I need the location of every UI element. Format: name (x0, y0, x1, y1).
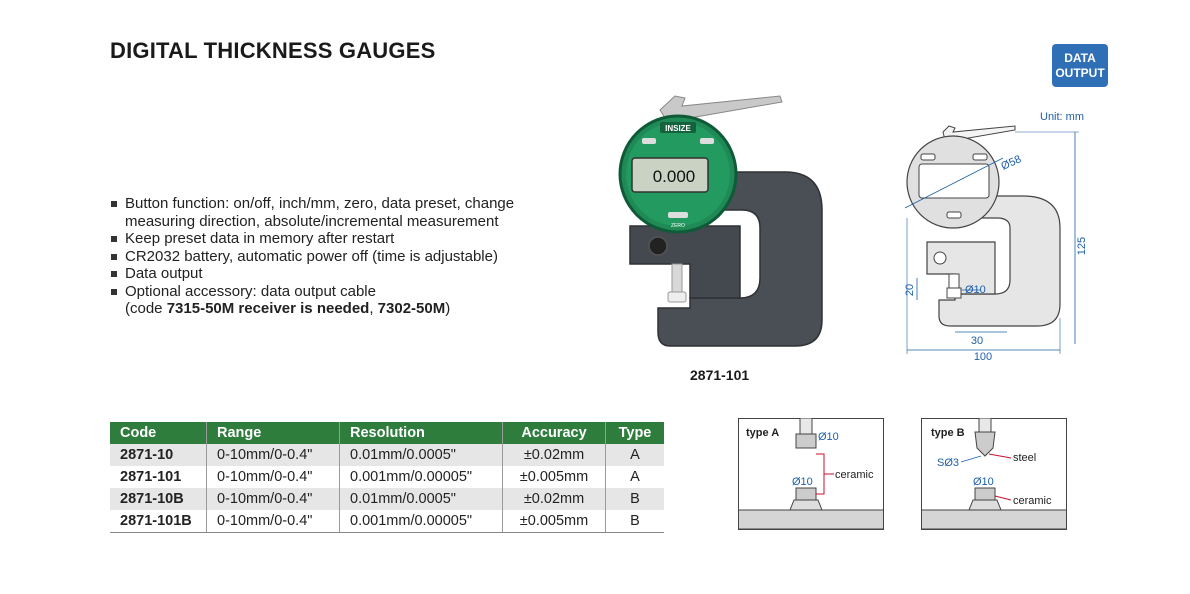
button-right (700, 138, 714, 144)
drawing-button-right (973, 154, 987, 160)
button-left (642, 138, 656, 144)
cell-accuracy: ±0.02mm (503, 444, 606, 466)
feature-item-continued: measuring direction, absolute/incremental measurement (125, 212, 499, 230)
cell-type: B (606, 510, 665, 533)
feature-separator: , (369, 300, 378, 317)
cell-code: 2871-10B (110, 488, 207, 510)
type-a-upper-dia: Ø10 (818, 431, 839, 443)
zero-label: ZERO (671, 223, 685, 229)
frame-arm (630, 226, 740, 298)
cell-range: 0-10mm/0-0.4" (207, 444, 340, 466)
lcd-reading: 0.000 (652, 167, 696, 186)
width-label: 100 (973, 351, 993, 363)
type-a-label: type A (746, 427, 780, 439)
feature-cable-code: 7302-50M (377, 300, 446, 317)
cell-accuracy: ±0.005mm (503, 510, 606, 533)
col-code: Code (110, 422, 207, 444)
table-row (110, 466, 664, 488)
type-a-upper-spindle (800, 418, 812, 434)
cell-code: 2871-101 (120, 469, 182, 485)
badge-line-1: DATA (1064, 50, 1096, 65)
table-row (110, 444, 664, 466)
photo-caption: 2871-101 (690, 367, 750, 383)
type-b-sphere: SØ3 (937, 457, 960, 469)
throat-label: 30 (970, 335, 984, 347)
feature-item (110, 283, 514, 301)
feature-item (110, 265, 514, 283)
type-a-lower-anvil (796, 488, 816, 500)
cell-type: B (606, 488, 665, 510)
unit-label: Unit: mm (1040, 111, 1084, 123)
col-type: Type (606, 422, 665, 444)
type-b-bottom-material: ceramic (1013, 495, 1052, 507)
feature-text: Data output (125, 265, 203, 282)
type-a-lower-base (790, 500, 822, 510)
feature-text: Optional accessory: data output cable (125, 282, 376, 300)
gap-label: 20 (904, 283, 916, 297)
zero-button (668, 212, 688, 218)
table-header-row (110, 422, 664, 444)
feature-receiver-code: 7315-50M receiver is needed (166, 300, 370, 317)
feature-code-prefix: (code (125, 300, 167, 317)
spindle (672, 264, 682, 292)
cell-resolution: 0.001mm/0.00005" (340, 510, 503, 533)
cell-type: A (606, 466, 665, 488)
type-b-lower-anvil (975, 488, 995, 500)
feature-text: Keep preset data in memory after restart (125, 230, 395, 247)
table-row (110, 488, 664, 510)
feature-list (110, 195, 514, 318)
type-b-top-material: steel (1013, 452, 1037, 464)
type-b-upper-spindle (979, 418, 991, 432)
feature-text: Button function: on/off, inch/mm, zero, data preset, change (125, 195, 515, 212)
type-b-table (922, 510, 1067, 529)
cell-range: 0-10mm/0-0.4" (207, 488, 340, 510)
cell-resolution: 0.01mm/0.0005" (340, 444, 503, 466)
drawing-anvil (947, 288, 961, 298)
col-range: Range (207, 422, 340, 444)
frame-screw (649, 237, 667, 255)
drawing-spindle (949, 274, 959, 288)
type-a-table (739, 510, 884, 529)
drawing-button-left (921, 154, 935, 160)
cell-resolution: 0.001mm/0.00005" (340, 466, 503, 488)
page-title: DIGITAL THICKNESS GAUGES (110, 38, 436, 63)
type-a-material: ceramic (835, 469, 874, 481)
badge-line-2: OUTPUT (1055, 65, 1105, 80)
dimension-drawing (895, 118, 1095, 368)
spec-table (110, 422, 664, 533)
feature-code-suffix: ) (445, 300, 451, 317)
data-output-badge (1052, 44, 1108, 87)
cell-accuracy: ±0.02mm (503, 488, 606, 510)
anvil-diameter-label: Ø10 (965, 284, 986, 296)
cell-type: A (606, 444, 665, 466)
cell-range: 0-10mm/0-0.4" (207, 510, 340, 533)
product-photo (590, 88, 850, 363)
type-a-diagram (738, 418, 884, 530)
col-resolution: Resolution (340, 422, 503, 444)
anvil (668, 292, 686, 302)
feature-item (110, 230, 514, 248)
cell-code: 2871-10 (110, 444, 207, 466)
feature-item (110, 248, 514, 266)
feature-item (110, 195, 514, 213)
drawing-display (919, 164, 989, 198)
type-b-diagram (921, 418, 1067, 530)
feature-text: CR2032 battery, automatic power off (time is adjustable) (125, 247, 498, 265)
brand-label: INSIZE (665, 124, 691, 133)
type-a-lower-dia: Ø10 (792, 476, 813, 488)
type-a-upper-anvil (796, 434, 816, 448)
cell-range: 0-10mm/0-0.4" (207, 466, 340, 488)
cell-accuracy: ±0.005mm (503, 466, 606, 488)
type-b-label: type B (931, 427, 965, 439)
height-label: 125 (1076, 236, 1088, 256)
type-b-lower-dia: Ø10 (973, 476, 994, 488)
table-row (110, 510, 664, 533)
dial-diameter-label: Ø58 (999, 153, 1024, 173)
type-b-lower-base (969, 500, 1001, 510)
drawing-button-bottom (947, 212, 961, 218)
drawing-screw (934, 252, 946, 264)
cell-resolution: 0.01mm/0.0005" (340, 488, 503, 510)
feature-item-continued (110, 300, 514, 318)
col-accuracy: Accuracy (503, 422, 606, 444)
cell-code: 2871-101B (110, 510, 207, 533)
